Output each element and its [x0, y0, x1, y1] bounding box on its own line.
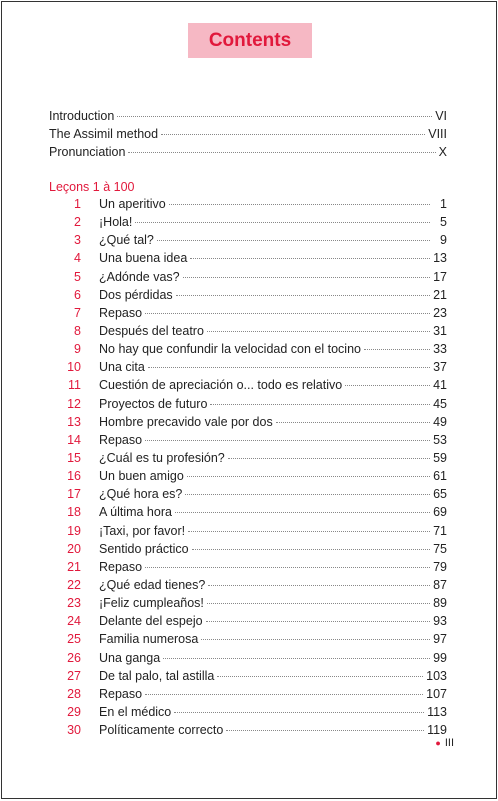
lesson-title: Cuestión de apreciación o... todo es relativo	[99, 378, 343, 393]
leader-dots	[163, 658, 430, 659]
lesson-entry[interactable]	[49, 651, 447, 669]
lesson-number: 5	[74, 269, 81, 284]
lesson-number: 23	[67, 596, 81, 611]
lesson-title: Sentido práctico	[99, 541, 189, 556]
lesson-page: 17	[433, 269, 447, 284]
contents-page	[1, 1, 497, 799]
leader-dots	[206, 621, 430, 622]
lesson-entry[interactable]	[49, 723, 447, 741]
lesson-number: 8	[74, 323, 81, 338]
front-matter-page: VIII	[428, 127, 447, 141]
front-matter-page: X	[438, 145, 447, 159]
lesson-title: No hay que confundir la velocidad con el tocino	[99, 342, 361, 357]
lesson-page: 103	[426, 668, 447, 683]
lesson-page: 87	[433, 577, 447, 592]
lesson-title: Hombre precavido vale por dos	[99, 414, 273, 429]
leader-dots	[145, 694, 423, 695]
lesson-entry[interactable]	[49, 378, 447, 396]
lesson-number: 26	[67, 650, 81, 665]
leader-dots	[210, 404, 430, 405]
lesson-page: 99	[433, 650, 447, 665]
leader-dots	[190, 258, 430, 259]
lesson-number: 22	[67, 577, 81, 592]
lesson-page: 61	[433, 469, 447, 484]
lesson-number: 7	[74, 305, 81, 320]
lesson-page: 93	[433, 614, 447, 629]
lesson-number: 29	[67, 704, 81, 719]
folio-number: III	[444, 737, 454, 749]
lesson-page: 49	[433, 414, 447, 429]
lesson-title: Una cita	[99, 360, 145, 375]
lesson-entry[interactable]	[49, 524, 447, 542]
lesson-entry[interactable]	[49, 397, 447, 415]
lesson-entry[interactable]	[49, 324, 447, 342]
lesson-title: ¿Qué hora es?	[99, 487, 183, 502]
lesson-page: 5	[440, 215, 447, 230]
lesson-entry[interactable]	[49, 542, 447, 560]
leader-dots	[145, 313, 430, 314]
front-matter-title: Introduction	[49, 109, 115, 123]
lesson-entry[interactable]	[49, 487, 447, 505]
section-heading: Leçons 1 à 100	[49, 180, 135, 194]
lesson-entry[interactable]	[49, 233, 447, 251]
lesson-number: 28	[67, 686, 81, 701]
lesson-number: 21	[67, 559, 81, 574]
lesson-entry[interactable]	[49, 469, 447, 487]
lesson-entry[interactable]	[49, 632, 447, 650]
lesson-title: Una ganga	[99, 650, 161, 665]
lesson-title: ¿Adónde vas?	[99, 269, 180, 284]
leader-dots	[176, 295, 430, 296]
lesson-title: De tal palo, tal astilla	[99, 668, 215, 683]
lesson-number: 6	[74, 287, 81, 302]
lesson-title: ¡Hola!	[99, 215, 133, 230]
lesson-title: ¿Qué tal?	[99, 233, 154, 248]
leader-dots	[226, 730, 424, 731]
lesson-entry[interactable]	[49, 433, 447, 451]
lesson-entry[interactable]	[49, 687, 447, 705]
leader-dots	[183, 277, 430, 278]
front-matter-title: Pronunciation	[49, 145, 126, 159]
lesson-page: 79	[433, 559, 447, 574]
lesson-page: 119	[427, 723, 447, 738]
lesson-title: Dos pérdidas	[99, 287, 173, 302]
lesson-entry[interactable]	[49, 270, 447, 288]
lesson-number: 20	[67, 541, 81, 556]
lesson-entry[interactable]	[49, 705, 447, 723]
leader-dots	[217, 676, 423, 677]
leader-dots	[208, 585, 430, 586]
lesson-number: 27	[67, 668, 81, 683]
lesson-page: 53	[433, 432, 447, 447]
lesson-page: 13	[433, 251, 447, 266]
leader-dots	[145, 440, 430, 441]
lesson-title: Una buena idea	[99, 251, 188, 266]
lesson-title: Delante del espejo	[99, 614, 203, 629]
lesson-entry[interactable]	[49, 596, 447, 614]
lesson-title: ¿Qué edad tienes?	[99, 577, 206, 592]
front-matter-item[interactable]	[49, 127, 447, 145]
page-title: Contents	[208, 29, 292, 51]
front-matter-title: The Assimil method	[49, 127, 159, 141]
lesson-title: ¿Cuál es tu profesión?	[99, 450, 225, 465]
lesson-page: 97	[433, 632, 447, 647]
lesson-page: 89	[433, 596, 447, 611]
leader-dots	[188, 531, 430, 532]
lesson-page: 59	[433, 450, 447, 465]
lesson-entry[interactable]	[49, 342, 447, 360]
lesson-title: A última hora	[99, 505, 172, 520]
lesson-entry[interactable]	[49, 505, 447, 523]
lesson-title: En el médico	[99, 704, 172, 719]
lesson-title: Repaso	[99, 686, 143, 701]
lesson-page: 45	[433, 396, 447, 411]
leader-dots	[174, 712, 424, 713]
lesson-number: 4	[74, 251, 81, 266]
leader-dots	[185, 494, 430, 495]
lesson-number: 12	[67, 396, 81, 411]
lesson-page: 33	[433, 342, 447, 357]
lesson-page: 69	[433, 505, 447, 520]
lesson-number: 25	[67, 632, 81, 647]
lesson-title: Repaso	[99, 559, 143, 574]
lesson-entry[interactable]	[49, 614, 447, 632]
lesson-entry[interactable]	[49, 578, 447, 596]
leader-dots	[169, 204, 430, 205]
bullet-icon: ●	[435, 738, 441, 748]
lesson-entry[interactable]	[49, 288, 447, 306]
front-matter-page: VI	[435, 109, 447, 123]
lesson-title: Un aperitivo	[99, 197, 166, 211]
leader-dots	[207, 331, 430, 332]
lesson-page: 21	[433, 287, 447, 302]
lesson-entry[interactable]	[49, 669, 447, 687]
lesson-entry[interactable]	[49, 197, 447, 215]
lesson-number: 16	[67, 469, 81, 484]
leader-dots	[192, 549, 430, 550]
leader-dots	[157, 240, 430, 241]
lessons-list	[49, 197, 447, 741]
leader-dots	[207, 603, 430, 604]
front-matter-item[interactable]	[49, 109, 447, 127]
leader-dots	[201, 639, 430, 640]
lesson-number: 19	[67, 523, 81, 538]
lesson-number: 18	[67, 505, 81, 520]
leader-dots	[228, 458, 430, 459]
lesson-page: 37	[433, 360, 447, 375]
lesson-page: 65	[433, 487, 447, 502]
lesson-entry[interactable]	[49, 415, 447, 433]
lesson-entry[interactable]	[49, 360, 447, 378]
lesson-title: Repaso	[99, 305, 143, 320]
lesson-number: 1	[74, 197, 81, 211]
lesson-page: 23	[433, 305, 447, 320]
lesson-title: ¡Taxi, por favor!	[99, 523, 186, 538]
lesson-title: ¡Feliz cumpleaños!	[99, 596, 204, 611]
lesson-entry[interactable]	[49, 451, 447, 469]
lesson-entry[interactable]	[49, 251, 447, 269]
lesson-page: 9	[440, 233, 447, 248]
lesson-page: 75	[433, 541, 447, 556]
lesson-number: 14	[67, 432, 81, 447]
lesson-title: Familia numerosa	[99, 632, 199, 647]
lesson-page: 41	[433, 378, 447, 393]
lesson-number: 2	[74, 215, 81, 230]
front-matter-list	[49, 109, 447, 163]
leader-dots	[161, 134, 425, 135]
leader-dots	[145, 567, 430, 568]
lesson-entry[interactable]	[49, 215, 447, 233]
lesson-entry[interactable]	[49, 560, 447, 578]
leader-dots	[175, 512, 430, 513]
lesson-number: 10	[67, 360, 81, 375]
lesson-number: 9	[74, 342, 81, 357]
leader-dots	[345, 385, 430, 386]
lesson-number: 11	[68, 378, 81, 393]
leader-dots	[364, 349, 430, 350]
leader-dots	[187, 476, 430, 477]
lesson-title: Repaso	[99, 432, 143, 447]
lesson-title: Un buen amigo	[99, 469, 184, 484]
leader-dots	[128, 152, 435, 153]
leader-dots	[117, 116, 432, 117]
lesson-title: Políticamente correcto	[99, 723, 224, 738]
lesson-page: 107	[426, 686, 447, 701]
lesson-number: 30	[67, 723, 81, 738]
lesson-page: 113	[427, 704, 447, 719]
contents-title-box	[188, 23, 312, 58]
lesson-title: Después del teatro	[99, 323, 204, 338]
leader-dots	[135, 222, 430, 223]
lesson-page: 31	[433, 323, 447, 338]
lesson-entry[interactable]	[49, 306, 447, 324]
lesson-number: 3	[74, 233, 81, 248]
leader-dots	[148, 367, 430, 368]
leader-dots	[276, 422, 430, 423]
front-matter-item[interactable]	[49, 145, 447, 163]
lesson-number: 15	[67, 450, 81, 465]
lesson-number: 24	[67, 614, 81, 629]
lesson-page: 71	[433, 523, 447, 538]
page-folio	[435, 737, 454, 749]
lesson-number: 17	[67, 487, 81, 502]
lesson-title: Proyectos de futuro	[99, 396, 208, 411]
lesson-page: 1	[440, 197, 447, 211]
lesson-number: 13	[67, 414, 81, 429]
